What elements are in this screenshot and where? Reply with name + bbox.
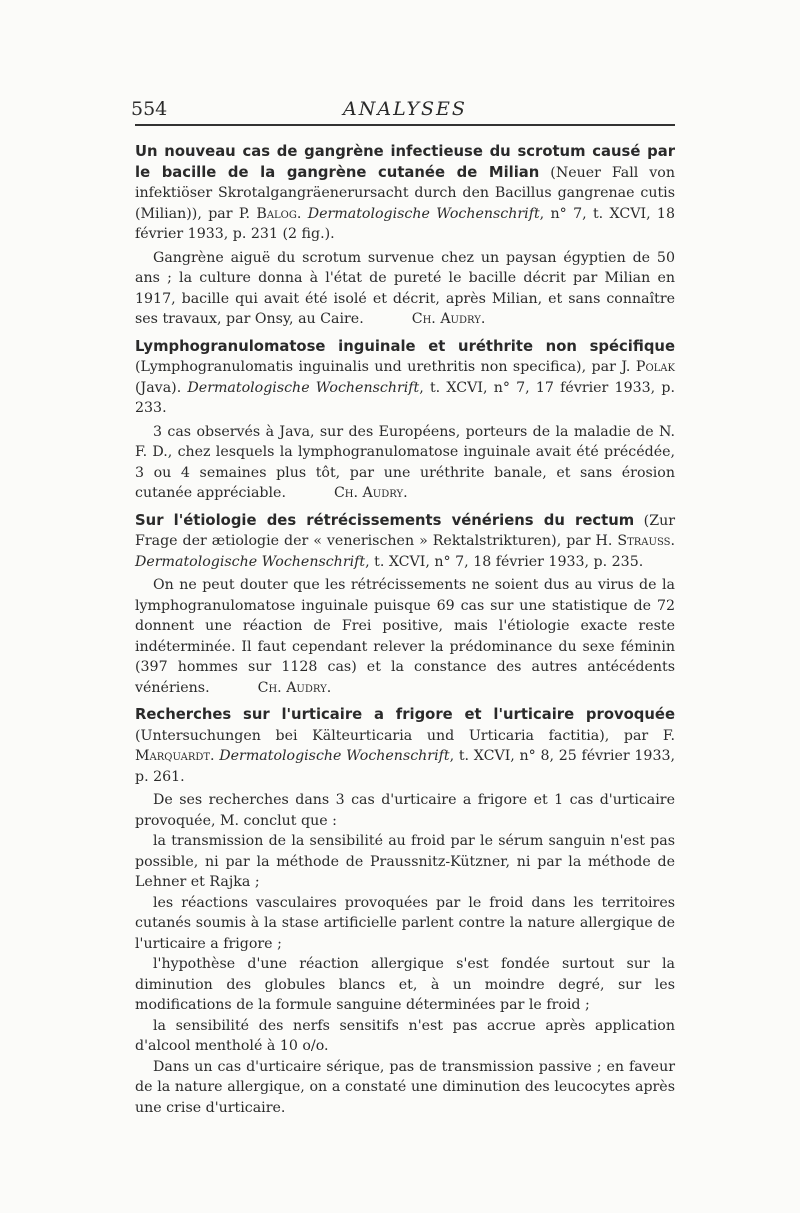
article-signature: Ch. Audry. [333, 485, 408, 501]
article-title: Un nouveau cas de gangrène infectieuse du scrotum causé par le bacille de la gangrène cutanée de Milian [135, 143, 675, 181]
article-2 [135, 337, 675, 504]
running-title: ANALYSES [343, 98, 467, 120]
article-reference: (Zur Frage der ætiologie der « venerischen » Rektalstrikturen), par H. [135, 512, 675, 549]
article-4 [135, 705, 675, 1118]
journal-name: Dermatologische Wochenschrift [187, 379, 420, 396]
article-reference-mid: . [670, 533, 675, 549]
article-signature: Ch. Audry. [257, 679, 332, 696]
article-heading [135, 705, 675, 787]
article-reference-mid: . [296, 205, 308, 222]
article-citation: , t. XCVI, n° 8, 25 février 1933, p. 261. [135, 748, 676, 785]
article-citation: , t. XCVI, n° 7, 17 février 1933, p. 233. [135, 379, 675, 416]
article-heading [135, 511, 675, 573]
article-reference: (Lymphogranulomatis inguinalis und urethritis non specifica), par J. [135, 359, 636, 375]
article-paragraph: On ne peut douter que les rétrécissements ne soient dus au virus de la lymphogranulomatose inguinale puisque 69 cas sur une statistique de 72 donnent une réaction de Frei positive, mais l'étiologie exacte reste indéterminée. Il faut cependant relever la prédominance du sexe féminin (397 hommes sur 1128 cas) et la constance des autres antécédents vénériens. Ch. Audry. [135, 577, 675, 696]
article-title: Sur l'étiologie des rétrécissements vénériens du rectum [135, 511, 635, 529]
article-heading [135, 142, 675, 245]
page-number: 554 [131, 98, 168, 120]
article-paragraph: Dans un cas d'urticaire sérique, pas de transmission passive ; en faveur de la nature allergique, on a constaté une diminution des leucocytes après une crise d'urticaire. [135, 1058, 675, 1116]
article-reference: (Untersuchungen bei Kälteurticaria und Urticaria factitia), par F. [135, 727, 675, 744]
article-3 [135, 511, 675, 699]
page [131, 98, 676, 1125]
journal-name: Dermatologische Wochenschrift [307, 205, 540, 222]
article-paragraph: la transmission de la sensibilité au froid par le sérum sanguin n'est pas possible, ni par la méthode de Praussnitz-Kützner, ni par la méthode de Lehner et Rajka ; [135, 833, 675, 890]
article-author: Balog [256, 205, 297, 222]
article-reference-mid: (Java). [135, 379, 188, 396]
article-citation: , t. XCVI, n° 7, 18 février 1933, p. 235. [365, 553, 644, 570]
article-citation: , n° 7, t. XCVI, 18 février 1933, p. 231 (2 fig.). [135, 205, 675, 242]
article-title: Lymphogranulomatose inguinale et uréthrite non spécifique [135, 337, 675, 355]
article-heading [135, 337, 675, 419]
article-author: Strauss [617, 533, 671, 549]
article-1 [135, 142, 675, 330]
article-author: Polak [635, 359, 675, 375]
article-paragraph: Gangrène aiguë du scrotum survenue chez un paysan égyptien de 50 ans ; la culture donna à l'état de pureté le bacille décrit par Milian en 1917, bacille qui avait été isolé et décrit, après Milian, et sans connaître ses travaux, par Onsy, au Caire. Ch. Audry. [135, 249, 675, 327]
article-paragraph: la sensibilité des nerfs sensitifs n'est pas accrue après application d'alcool mentholé à 10 o/o. [135, 1017, 675, 1054]
article-author: Marquardt [135, 748, 211, 764]
article-paragraph: les réactions vasculaires provoquées par le froid dans les territoires cutanés soumis à la stase artificielle parlent contre la nature allergique de l'urticaire a frigore ; [135, 894, 675, 952]
article-signature: Ch. Audry. [411, 311, 486, 327]
article-paragraph: l'hypothèse d'une réaction allergique s'est fondée surtout sur la diminution des globules blancs et, à un moindre degré, sur les modifications de la formule sanguine déterminées par le froid ; [135, 956, 675, 1013]
article-paragraph: 3 cas observés à Java, sur des Européens, porteurs de la maladie de N. F. D., chez lesquels la lymphogranulomatose inguinale avait été précédée, 3 ou 4 semaines plus tôt, par une uréthrite banale, et sans érosion cutanée appréciable. Ch. Audry. [135, 423, 675, 501]
article-reference: (Neuer Fall von infektiöser Skrotalgangräenerursacht durch den Bacillus gangrenae cutis (Milian)), par P. [135, 164, 675, 222]
journal-name: Dermatologische Wochenschrift [219, 748, 450, 764]
page-header [131, 98, 675, 126]
journal-name: Dermatologische Wochenschrift [135, 553, 366, 570]
article-title: Recherches sur l'urticaire a frigore et l'urticaire provoquée [135, 706, 675, 723]
article-reference-mid: . [210, 748, 220, 764]
article-paragraph: De ses recherches dans 3 cas d'urticaire a frigore et 1 cas d'urticaire provoquée, M. conclut que : [135, 792, 675, 829]
